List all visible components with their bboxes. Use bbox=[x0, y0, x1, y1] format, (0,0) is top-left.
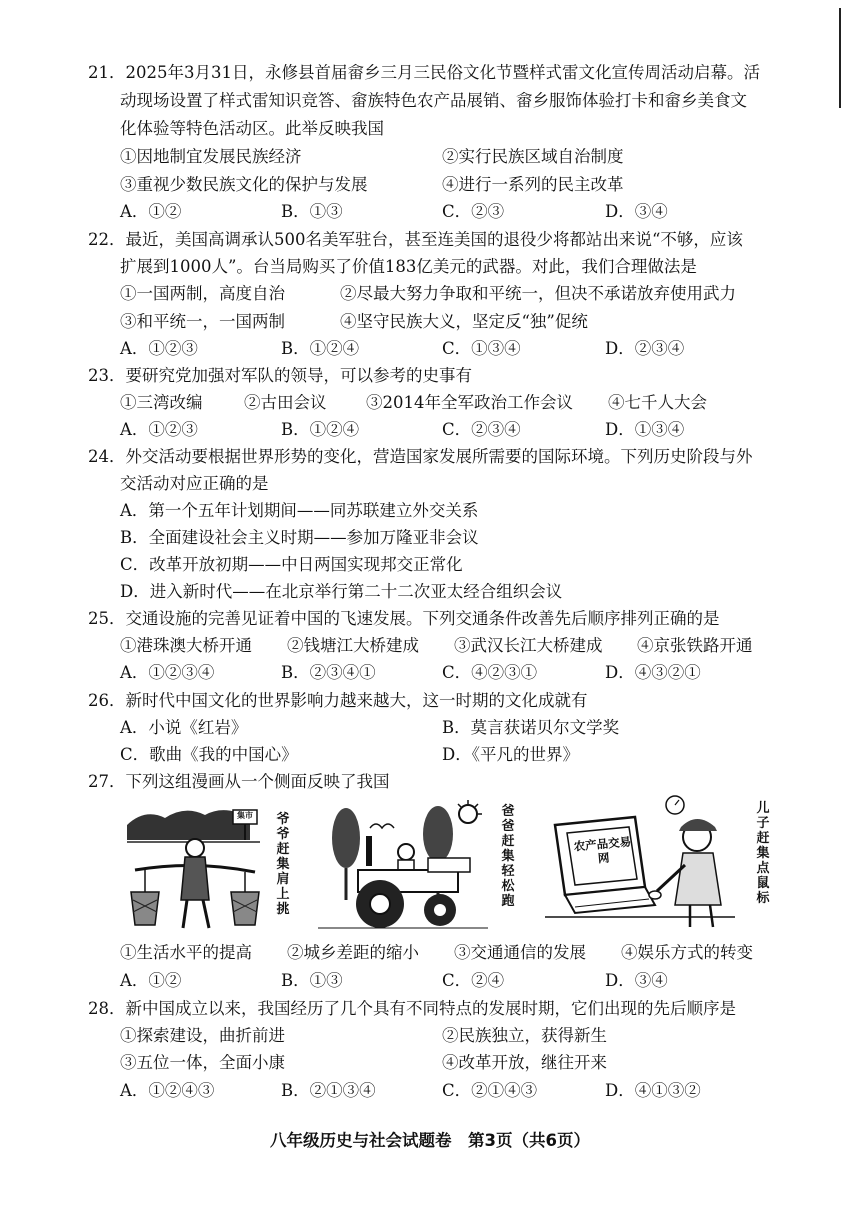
q24-option-a: A．第一个五年计划期间——同苏联建立外交关系 bbox=[120, 501, 479, 520]
q23-option-b: B．①②④ bbox=[281, 420, 360, 439]
q24-option-c: C．改革开放初期——中日两国实现邦交正常化 bbox=[120, 555, 463, 574]
q28-stem-line1: 28．新中国成立以来，我国经历了几个具有不同特点的发展时期，它们出现的先后顺序是 bbox=[88, 999, 736, 1018]
q26-option-d: D．《平凡的世界》 bbox=[442, 745, 579, 764]
q27-statement-4: ④娱乐方式的转变 bbox=[621, 943, 753, 962]
q23-statement-1: ①三湾改编 bbox=[120, 393, 203, 412]
q28-statement-1: ①探索建设，曲折前进 bbox=[120, 1026, 285, 1045]
q22-option-b: B．①②④ bbox=[281, 339, 360, 358]
q25-option-b: B．②③④① bbox=[281, 663, 376, 682]
q28-option-d: D．④①③② bbox=[605, 1081, 701, 1100]
q27-statement-3: ③交通通信的发展 bbox=[454, 943, 586, 962]
q24-stem-line2: 交活动对应正确的是 bbox=[120, 474, 269, 493]
q23-statement-2: ②古田会议 bbox=[244, 393, 327, 412]
q21-stem-line1: 21．2025年3月31日，永修县首届畲乡三月三民俗文化节暨样式雷文化宣传周活动启幕。活 bbox=[88, 63, 760, 82]
q28-option-a: A．①②④③ bbox=[120, 1081, 215, 1100]
q28-option-b: B．②①③④ bbox=[281, 1081, 376, 1100]
q27-option-d: D．③④ bbox=[605, 971, 668, 990]
q22-option-d: D．②③④ bbox=[605, 339, 685, 358]
q25-option-a: A．①②③④ bbox=[120, 663, 215, 682]
q22-statement-2: ②尽最大努力争取和平统一，但决不承诺放弃使用武力 bbox=[340, 284, 736, 303]
q24-option-b: B．全面建设社会主义时期——参加万隆亚非会议 bbox=[120, 528, 479, 547]
q27-statement-2: ②城乡差距的缩小 bbox=[287, 943, 419, 962]
q27-option-c: C．②④ bbox=[442, 971, 505, 990]
q25-statement-4: ④京张铁路开通 bbox=[637, 636, 753, 655]
q21-statement-4: ④进行一系列的民主改革 bbox=[442, 175, 624, 194]
q22-stem-line2: 扩展到1000人”。台当局购买了价值183亿美元的武器。对此，我们合理做法是 bbox=[120, 257, 697, 276]
cartoon3-screen-text: 农产品交易网 bbox=[573, 834, 632, 866]
cartoon2-caption: 爸爸赶集轻松跑 bbox=[501, 804, 515, 909]
q23-stem-line1: 23．要研究党加强对军队的领导，可以参考的史事有 bbox=[88, 366, 472, 385]
q21-option-a: A．①② bbox=[120, 202, 182, 221]
cartoon-son bbox=[545, 795, 785, 940]
q25-statement-3: ③武汉长江大桥建成 bbox=[454, 636, 603, 655]
cartoon3-caption: 儿子赶集点鼠标 bbox=[756, 801, 770, 906]
q22-statement-4: ④坚守民族大义，坚定反“独”促统 bbox=[340, 312, 588, 331]
q24-stem-line1: 24．外交活动要根据世界形势的变化，营造国家发展所需要的国际环境。下列历史阶段与外 bbox=[88, 447, 753, 466]
q23-statement-4: ④七千人大会 bbox=[608, 393, 707, 412]
q22-option-c: C．①③④ bbox=[442, 339, 521, 358]
q23-option-a: A．①②③ bbox=[120, 420, 198, 439]
q28-statement-4: ④改革开放，继往开来 bbox=[442, 1053, 607, 1072]
q27-option-a: A．①② bbox=[120, 971, 182, 990]
q22-statement-1: ①一国两制，高度自治 bbox=[120, 284, 285, 303]
q25-statement-2: ②钱塘江大桥建成 bbox=[287, 636, 419, 655]
page-footer: 八年级历史与社会试题卷 第3页（共6页） bbox=[270, 1131, 590, 1150]
q23-option-d: D．①③④ bbox=[605, 420, 685, 439]
q25-stem-line1: 25．交通设施的完善见证着中国的飞速发展。下列交通条件改善先后顺序排列正确的是 bbox=[88, 609, 720, 628]
q25-option-d: D．④③②① bbox=[605, 663, 701, 682]
scan-edge-mark bbox=[838, 8, 842, 108]
cartoon1-caption: 爷爷赶集肩上挑 bbox=[276, 812, 290, 917]
q27-stem-line1: 27．下列这组漫画从一个侧面反映了我国 bbox=[88, 772, 390, 791]
q21-statement-3: ③重视少数民族文化的保护与发展 bbox=[120, 175, 368, 194]
q21-stem-line3: 化体验等特色活动区。此举反映我国 bbox=[120, 119, 384, 138]
cartoon-father bbox=[318, 800, 518, 935]
q25-option-c: C．④②③① bbox=[442, 663, 538, 682]
q21-statement-2: ②实行民族区域自治制度 bbox=[442, 147, 624, 166]
cartoon-grandfather bbox=[125, 800, 295, 935]
q25-statement-1: ①港珠澳大桥开通 bbox=[120, 636, 252, 655]
q21-stem-line2: 动现场设置了样式雷知识竞答、畲族特色农产品展销、畲乡服饰体验打卡和畲乡美食文 bbox=[120, 91, 747, 110]
q23-statement-3: ③2014年全军政治工作会议 bbox=[366, 393, 573, 412]
q28-statement-3: ③五位一体，全面小康 bbox=[120, 1053, 285, 1072]
q21-statement-1: ①因地制宜发展民族经济 bbox=[120, 147, 302, 166]
q22-stem-line1: 22．最近，美国高调承认500名美军驻台，甚至连美国的退役少将都站出来说“不够，应该 bbox=[88, 230, 743, 249]
q26-option-a: A．小说《红岩》 bbox=[120, 718, 248, 737]
q23-option-c: C．②③④ bbox=[442, 420, 521, 439]
q21-option-d: D．③④ bbox=[605, 202, 668, 221]
cartoon1-sign-label: 集市 bbox=[237, 811, 253, 820]
q21-option-b: B．①③ bbox=[281, 202, 343, 221]
father-tractor-drawing bbox=[318, 800, 498, 935]
q28-statement-2: ②民族独立，获得新生 bbox=[442, 1026, 607, 1045]
q27-statement-1: ①生活水平的提高 bbox=[120, 943, 252, 962]
q28-option-c: C．②①④③ bbox=[442, 1081, 538, 1100]
q27-option-b: B．①③ bbox=[281, 971, 343, 990]
q26-option-b: B．莫言获诺贝尔文学奖 bbox=[442, 718, 620, 737]
q26-stem-line1: 26．新时代中国文化的世界影响力越来越大，这一时期的文化成就有 bbox=[88, 691, 588, 710]
q21-option-c: C．②③ bbox=[442, 202, 505, 221]
q22-statement-3: ③和平统一，一国两制 bbox=[120, 312, 285, 331]
q24-option-d: D．进入新时代——在北京举行第二十二次亚太经合组织会议 bbox=[120, 582, 563, 601]
q26-option-c: C．歌曲《我的中国心》 bbox=[120, 745, 298, 764]
q22-option-a: A．①②③ bbox=[120, 339, 198, 358]
